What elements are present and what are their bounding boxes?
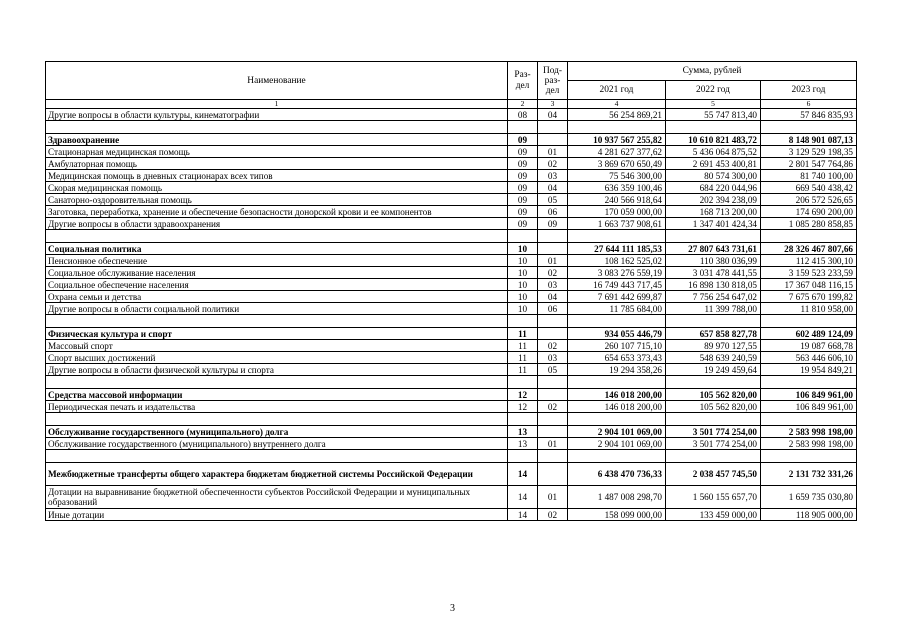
- row-value-2022: 684 220 044,96: [666, 182, 761, 194]
- row-value-2022: 1 560 155 657,70: [666, 486, 761, 509]
- index-cell: 1: [46, 100, 508, 109]
- table-row: [46, 255, 857, 267]
- row-name: Обслуживание государственного (муниципального) долга: [46, 426, 508, 438]
- row-value-2022: 548 639 240,59: [666, 352, 761, 364]
- row-value-2023: 28 326 467 807,66: [761, 243, 857, 255]
- row-razdel: 08: [508, 109, 538, 121]
- row-razdel: 11: [508, 364, 538, 376]
- row-razdel: 13: [508, 438, 538, 450]
- row-name: Заготовка, переработка, хранение и обеспечение безопасности донорской крови и ее компонентов: [46, 206, 508, 218]
- row-podrazdel: [538, 134, 568, 146]
- spacer-cell: [761, 230, 857, 243]
- spacer-cell: [666, 413, 761, 426]
- row-value-2022: 80 574 300,00: [666, 170, 761, 182]
- spacer-cell: [508, 121, 538, 134]
- section-row: [46, 426, 857, 438]
- spacer-cell: [538, 376, 568, 389]
- row-podrazdel: 04: [538, 182, 568, 194]
- row-podrazdel: 06: [538, 303, 568, 315]
- row-podrazdel: 03: [538, 352, 568, 364]
- row-value-2023: 8 148 901 087,13: [761, 134, 857, 146]
- row-value-2022: 7 756 254 647,02: [666, 291, 761, 303]
- row-name: Массовый спорт: [46, 340, 508, 352]
- row-value-2023: 19 954 849,21: [761, 364, 857, 376]
- spacer-cell: [508, 315, 538, 328]
- table-row: [46, 218, 857, 230]
- row-name: Здравоохранение: [46, 134, 508, 146]
- table-body: [46, 109, 857, 521]
- spacer-row: [46, 376, 857, 389]
- spacer-cell: [666, 121, 761, 134]
- row-value-2022: 105 562 820,00: [666, 401, 761, 413]
- row-value-2021: 934 055 446,79: [568, 328, 666, 340]
- spacer-row: [46, 230, 857, 243]
- index-cell: 3: [538, 100, 568, 109]
- index-cell: 5: [666, 100, 761, 109]
- row-value-2023: 11 810 958,00: [761, 303, 857, 315]
- row-value-2022: 11 399 788,00: [666, 303, 761, 315]
- row-value-2021: 1 487 008 298,70: [568, 486, 666, 509]
- spacer-cell: [538, 450, 568, 463]
- spacer-row: [46, 315, 857, 328]
- header-podrazdel: Под-раз-дел: [538, 62, 568, 100]
- header-summa: Сумма, рублей: [568, 62, 857, 81]
- row-razdel: 11: [508, 328, 538, 340]
- row-value-2023: 669 540 438,42: [761, 182, 857, 194]
- spacer-cell: [538, 230, 568, 243]
- section-row: [46, 463, 857, 486]
- spacer-cell: [761, 121, 857, 134]
- row-name: Социальное обеспечение населения: [46, 279, 508, 291]
- section-row: [46, 389, 857, 401]
- spacer-cell: [538, 121, 568, 134]
- row-value-2021: 146 018 200,00: [568, 389, 666, 401]
- row-value-2023: 563 446 606,10: [761, 352, 857, 364]
- row-name: Другие вопросы в области культуры, кинематографии: [46, 109, 508, 121]
- row-podrazdel: [538, 243, 568, 255]
- spacer-row: [46, 450, 857, 463]
- row-name: Медицинская помощь в дневных стационарах всех типов: [46, 170, 508, 182]
- row-name: Социальная политика: [46, 243, 508, 255]
- table-row: [46, 438, 857, 450]
- row-name: Другие вопросы в области социальной политики: [46, 303, 508, 315]
- row-razdel: 09: [508, 170, 538, 182]
- spacer-cell: [46, 230, 508, 243]
- row-value-2021: 2 904 101 069,00: [568, 426, 666, 438]
- row-name: Периодическая печать и издательства: [46, 401, 508, 413]
- row-podrazdel: 01: [538, 438, 568, 450]
- row-name: Физическая культура и спорт: [46, 328, 508, 340]
- row-name: Скорая медицинская помощь: [46, 182, 508, 194]
- spacer-cell: [46, 315, 508, 328]
- spacer-cell: [761, 413, 857, 426]
- table-row: [46, 279, 857, 291]
- row-value-2023: 106 849 961,00: [761, 401, 857, 413]
- row-value-2023: 106 849 961,00: [761, 389, 857, 401]
- row-name: Охрана семьи и детства: [46, 291, 508, 303]
- row-value-2023: 81 740 100,00: [761, 170, 857, 182]
- spacer-cell: [761, 450, 857, 463]
- row-razdel: 09: [508, 182, 538, 194]
- row-razdel: 10: [508, 291, 538, 303]
- spacer-cell: [666, 376, 761, 389]
- row-value-2021: 1 663 737 908,61: [568, 218, 666, 230]
- budget-table: [45, 61, 857, 521]
- row-value-2023: 57 846 835,93: [761, 109, 857, 121]
- row-value-2021: 3 869 670 650,49: [568, 158, 666, 170]
- table-row: [46, 267, 857, 279]
- row-razdel: 14: [508, 463, 538, 486]
- row-name: Средства массовой информации: [46, 389, 508, 401]
- row-value-2021: 654 653 373,43: [568, 352, 666, 364]
- header-razdel: Раз-дел: [508, 62, 538, 100]
- row-podrazdel: 02: [538, 267, 568, 279]
- spacer-cell: [666, 230, 761, 243]
- row-value-2021: 4 281 627 377,62: [568, 146, 666, 158]
- spacer-cell: [508, 413, 538, 426]
- row-value-2022: 27 807 643 731,61: [666, 243, 761, 255]
- header-year-2023: 2023 год: [761, 81, 857, 100]
- row-value-2023: 1 085 280 858,85: [761, 218, 857, 230]
- row-value-2023: 1 659 735 030,80: [761, 486, 857, 509]
- table-row: [46, 509, 857, 521]
- section-row: [46, 134, 857, 146]
- row-razdel: 10: [508, 279, 538, 291]
- row-value-2021: 108 162 525,02: [568, 255, 666, 267]
- spacer-cell: [666, 315, 761, 328]
- row-razdel: 10: [508, 243, 538, 255]
- row-value-2021: 2 904 101 069,00: [568, 438, 666, 450]
- row-podrazdel: 02: [538, 509, 568, 521]
- row-value-2023: 2 583 998 198,00: [761, 426, 857, 438]
- spacer-cell: [508, 376, 538, 389]
- spacer-cell: [508, 230, 538, 243]
- row-value-2022: 55 747 813,40: [666, 109, 761, 121]
- row-name: Иные дотации: [46, 509, 508, 521]
- row-value-2023: 7 675 670 199,82: [761, 291, 857, 303]
- row-value-2021: 27 644 111 185,53: [568, 243, 666, 255]
- row-razdel: 10: [508, 255, 538, 267]
- row-value-2021: 170 059 000,00: [568, 206, 666, 218]
- row-value-2023: 2 131 732 331,26: [761, 463, 857, 486]
- row-name: Социальное обслуживание населения: [46, 267, 508, 279]
- table-row: [46, 340, 857, 352]
- row-podrazdel: 05: [538, 364, 568, 376]
- row-podrazdel: 04: [538, 291, 568, 303]
- row-razdel: 11: [508, 340, 538, 352]
- spacer-cell: [568, 315, 666, 328]
- row-value-2022: 2 038 457 745,50: [666, 463, 761, 486]
- row-razdel: 09: [508, 158, 538, 170]
- row-name: Обслуживание государственного (муниципального) внутреннего долга: [46, 438, 508, 450]
- row-razdel: 10: [508, 267, 538, 279]
- row-razdel: 12: [508, 389, 538, 401]
- row-podrazdel: 03: [538, 170, 568, 182]
- table-row: [46, 146, 857, 158]
- index-cell: 6: [761, 100, 857, 109]
- table-row: [46, 170, 857, 182]
- row-podrazdel: 06: [538, 206, 568, 218]
- row-name: Другие вопросы в области здравоохранения: [46, 218, 508, 230]
- section-row: [46, 243, 857, 255]
- table-row: [46, 194, 857, 206]
- page-number: 3: [450, 603, 455, 614]
- row-podrazdel: 01: [538, 146, 568, 158]
- row-value-2023: 2 583 998 198,00: [761, 438, 857, 450]
- row-value-2022: 5 436 064 875,52: [666, 146, 761, 158]
- spacer-cell: [568, 450, 666, 463]
- row-podrazdel: 01: [538, 486, 568, 509]
- row-value-2021: 240 566 918,64: [568, 194, 666, 206]
- row-value-2023: 206 572 526,65: [761, 194, 857, 206]
- spacer-cell: [761, 376, 857, 389]
- row-value-2022: 168 713 200,00: [666, 206, 761, 218]
- row-value-2021: 75 546 300,00: [568, 170, 666, 182]
- section-row: [46, 328, 857, 340]
- row-name: Спорт высших достижений: [46, 352, 508, 364]
- row-value-2022: 3 501 774 254,00: [666, 438, 761, 450]
- table-row: [46, 352, 857, 364]
- row-razdel: 12: [508, 401, 538, 413]
- row-name: Дотации на выравнивание бюджетной обеспеченности субъектов Российской Федерации и муниципальных образований: [46, 486, 508, 509]
- row-podrazdel: [538, 389, 568, 401]
- row-value-2022: 202 394 238,09: [666, 194, 761, 206]
- index-row: [46, 100, 857, 109]
- row-value-2022: 89 970 127,55: [666, 340, 761, 352]
- table-row: [46, 401, 857, 413]
- header-name: Наименование: [46, 62, 508, 100]
- index-cell: 2: [508, 100, 538, 109]
- row-value-2023: 118 905 000,00: [761, 509, 857, 521]
- row-value-2021: 16 749 443 717,45: [568, 279, 666, 291]
- row-podrazdel: 09: [538, 218, 568, 230]
- header-row: [46, 62, 857, 81]
- row-value-2022: 110 380 036,99: [666, 255, 761, 267]
- table-row: [46, 303, 857, 315]
- spacer-cell: [538, 315, 568, 328]
- row-podrazdel: [538, 426, 568, 438]
- row-value-2022: 657 858 827,78: [666, 328, 761, 340]
- row-razdel: 09: [508, 134, 538, 146]
- row-razdel: 13: [508, 426, 538, 438]
- spacer-cell: [568, 413, 666, 426]
- row-value-2021: 56 254 869,21: [568, 109, 666, 121]
- table-row: [46, 364, 857, 376]
- row-value-2023: 174 690 200,00: [761, 206, 857, 218]
- row-razdel: 09: [508, 194, 538, 206]
- row-value-2022: 105 562 820,00: [666, 389, 761, 401]
- row-podrazdel: [538, 463, 568, 486]
- row-value-2022: 16 898 130 818,05: [666, 279, 761, 291]
- table-row: [46, 182, 857, 194]
- header-year-2021: 2021 год: [568, 81, 666, 100]
- spacer-cell: [568, 121, 666, 134]
- spacer-cell: [46, 450, 508, 463]
- row-value-2022: 10 610 821 483,72: [666, 134, 761, 146]
- spacer-cell: [46, 413, 508, 426]
- row-value-2023: 2 801 547 764,86: [761, 158, 857, 170]
- row-razdel: 14: [508, 486, 538, 509]
- row-value-2021: 11 785 684,00: [568, 303, 666, 315]
- row-value-2022: 3 501 774 254,00: [666, 426, 761, 438]
- header-year-2022: 2022 год: [666, 81, 761, 100]
- row-value-2023: 17 367 048 116,15: [761, 279, 857, 291]
- row-value-2021: 636 359 100,46: [568, 182, 666, 194]
- table-row: [46, 109, 857, 121]
- row-value-2021: 158 099 000,00: [568, 509, 666, 521]
- row-name: Пенсионное обеспечение: [46, 255, 508, 267]
- row-razdel: 09: [508, 146, 538, 158]
- row-razdel: 09: [508, 206, 538, 218]
- row-value-2023: 19 087 668,78: [761, 340, 857, 352]
- row-value-2022: 133 459 000,00: [666, 509, 761, 521]
- spacer-cell: [46, 121, 508, 134]
- row-podrazdel: [538, 328, 568, 340]
- spacer-row: [46, 413, 857, 426]
- row-name: Стационарная медицинская помощь: [46, 146, 508, 158]
- row-podrazdel: 02: [538, 401, 568, 413]
- spacer-cell: [46, 376, 508, 389]
- row-value-2021: 19 294 358,26: [568, 364, 666, 376]
- row-value-2022: 3 031 478 441,55: [666, 267, 761, 279]
- row-value-2023: 112 415 300,10: [761, 255, 857, 267]
- row-razdel: 09: [508, 218, 538, 230]
- spacer-cell: [508, 450, 538, 463]
- row-value-2023: 3 129 529 198,35: [761, 146, 857, 158]
- index-cell: 4: [568, 100, 666, 109]
- spacer-cell: [568, 230, 666, 243]
- row-value-2021: 3 083 276 559,19: [568, 267, 666, 279]
- spacer-cell: [666, 450, 761, 463]
- row-value-2022: 1 347 401 424,34: [666, 218, 761, 230]
- row-podrazdel: 01: [538, 255, 568, 267]
- row-value-2021: 6 438 470 736,33: [568, 463, 666, 486]
- row-name: Межбюджетные трансферты общего характера бюджетам бюджетной системы Российской Федерации: [46, 463, 508, 486]
- row-value-2022: 19 249 459,64: [666, 364, 761, 376]
- row-value-2021: 260 107 715,10: [568, 340, 666, 352]
- row-razdel: 11: [508, 352, 538, 364]
- row-value-2022: 2 691 453 400,81: [666, 158, 761, 170]
- row-name: Другие вопросы в области физической культуры и спорта: [46, 364, 508, 376]
- row-name: Санаторно-оздоровительная помощь: [46, 194, 508, 206]
- table-row: [46, 206, 857, 218]
- row-value-2021: 10 937 567 255,82: [568, 134, 666, 146]
- spacer-row: [46, 121, 857, 134]
- table-row: [46, 291, 857, 303]
- row-podrazdel: 05: [538, 194, 568, 206]
- table-row: [46, 486, 857, 509]
- row-value-2023: 3 159 523 233,59: [761, 267, 857, 279]
- row-value-2021: 7 691 442 699,87: [568, 291, 666, 303]
- row-podrazdel: 02: [538, 158, 568, 170]
- spacer-cell: [568, 376, 666, 389]
- spacer-cell: [538, 413, 568, 426]
- row-value-2023: 602 489 124,09: [761, 328, 857, 340]
- row-razdel: 10: [508, 303, 538, 315]
- row-value-2021: 146 018 200,00: [568, 401, 666, 413]
- row-name: Амбулаторная помощь: [46, 158, 508, 170]
- spacer-cell: [761, 315, 857, 328]
- row-razdel: 14: [508, 509, 538, 521]
- row-podrazdel: 03: [538, 279, 568, 291]
- row-podrazdel: 04: [538, 109, 568, 121]
- row-podrazdel: 02: [538, 340, 568, 352]
- table-row: [46, 158, 857, 170]
